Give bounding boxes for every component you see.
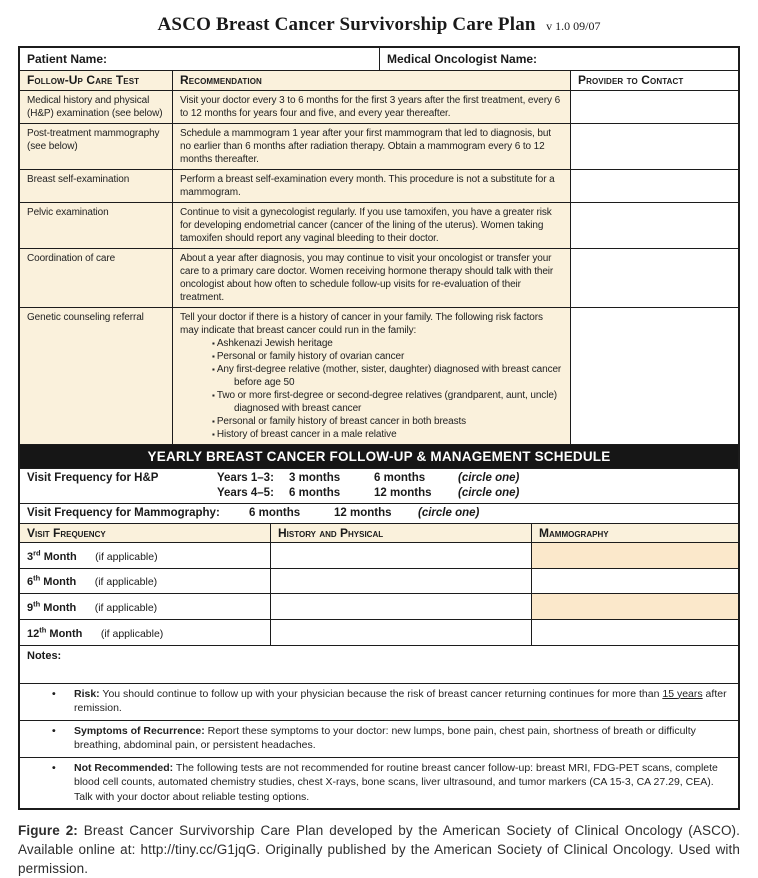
provider-entry-cell [570, 170, 738, 202]
header-visit-frequency: Visit Frequency [20, 524, 270, 542]
genetic-intro-text: Tell your doctor if there is a history of cancer in your family. The following risk factors may indicate that breast cancer could run in the family: [180, 312, 543, 336]
hp-entry-cell [270, 594, 531, 619]
schedule-row-6th-month [20, 569, 738, 595]
mammography-entry-cell [531, 569, 738, 594]
header-follow-up-care-test: Follow-Up Care Test [20, 71, 172, 90]
vf-option: 3 months [289, 472, 341, 484]
care-plan-table [18, 46, 740, 810]
care-test-label: Coordination of care [20, 249, 172, 307]
provider-entry-cell [570, 308, 738, 444]
vf-option: 6 months [249, 507, 301, 519]
vf-mammo-line [27, 506, 731, 521]
notes-label: Notes: [27, 649, 62, 662]
month-label-cell [20, 543, 270, 568]
care-recommendation: Continue to visit a gynecologist regularly. If you use tamoxifen, you have a greater risk for developing endometrial cancer (cancer of the lining of the uterus). Women taking tamoxifen should report any vaginal bleeding to their doctor. [172, 203, 570, 248]
provider-entry-cell [570, 249, 738, 307]
vf-option: 6 months [289, 487, 341, 499]
provider-entry-cell [570, 124, 738, 169]
table-row [20, 170, 738, 203]
document-version: v 1.0 09/07 [546, 19, 601, 33]
visit-frequency-mammo-row [20, 504, 738, 524]
vf-option: 12 months [374, 487, 432, 499]
risk-factor-item: ▪ Personal or family history of ovarian cancer [180, 350, 563, 363]
notes-row [20, 646, 738, 684]
month-label: 12th Month [27, 624, 83, 640]
if-applicable-note: (if applicable) [94, 601, 158, 614]
care-test-label: Post-treatment mammography (see below) [20, 124, 172, 169]
provider-entry-cell [570, 91, 738, 123]
care-recommendation: Perform a breast self-examination every month. This procedure is not a substitute for a mammogram. [172, 170, 570, 202]
table-row [20, 203, 738, 249]
circle-one-note: (circle one) [418, 507, 480, 519]
footnote-risk-row [20, 684, 738, 721]
hp-entry-cell [270, 620, 531, 645]
patient-info-row [20, 48, 738, 71]
care-test-label: Breast self-examination [20, 170, 172, 202]
footnote-bold-label: Symptoms of Recurrence: [74, 724, 205, 737]
risk-factor-item: ▪ Ashkenazi Jewish heritage [180, 337, 563, 350]
month-label-cell [20, 569, 270, 594]
if-applicable-note: (if applicable) [100, 627, 164, 640]
footnote-symptoms-row [20, 721, 738, 758]
figure-caption: Figure 2: Breast Cancer Survivorship Care Plan developed by the American Society of Clinical Oncology (ASCO). Available online at: http://tiny.cc/G1jqG. Originally published by the American Society of Clinical Oncology. Used with permission. [18, 823, 740, 877]
footnote-bold-label: Risk: [74, 687, 100, 700]
care-recommendation: About a year after diagnosis, you may continue to visit your oncologist or transfer your care to a primary care doctor. Women receiving hormone therapy should talk with their oncologist about how often to schedule follow-up visits for re-evaluation of their treatment. [172, 249, 570, 307]
table-row [20, 308, 738, 445]
footnote-not-recommended-row [20, 758, 738, 809]
vf-option: 6 months [374, 472, 426, 484]
table-row [20, 249, 738, 308]
figure-caption-label: Figure 2: [18, 823, 78, 839]
document-title-block [18, 10, 740, 46]
header-mammography: Mammography [531, 524, 738, 542]
header-provider-to-contact: Provider to Contact [570, 71, 738, 90]
footnote-symptoms: • Symptoms of Recurrence: Report these symptoms to your doctor: new lumps, bone pain, chest pain, shortness of breath or difficulty breathing, abdominal pain, or persistent headaches. [30, 724, 728, 753]
mammography-entry-cell [531, 594, 738, 619]
month-label-cell [20, 620, 270, 645]
vf-hp-label: Visit Frequency for H&P [27, 472, 159, 484]
footnote-bold-label: Not Recommended: [74, 761, 174, 774]
care-recommendation [172, 308, 570, 444]
care-table-header [20, 71, 738, 91]
care-test-label: Medical history and physical (H&P) examination (see below) [20, 91, 172, 123]
vf-option: 12 months [334, 507, 392, 519]
risk-factor-item: ▪ Any first-degree relative (mother, sister, daughter) diagnosed with breast cancer before age 50 [180, 363, 563, 389]
table-row [20, 91, 738, 124]
schedule-table-header [20, 524, 738, 543]
schedule-row-12th-month [20, 620, 738, 646]
circle-one-note: (circle one) [458, 487, 520, 499]
footnote-not-recommended: • Not Recommended: The following tests are not recommended for routine breast cancer follow-up: breast MRI, FDG-PET scans, complete blood cell counts, automated chemistry studies, chest X-rays, bone scans, liver ultrasound, and tumor markers (CA 15-3, CA 27.29, CEA). Talk with your doctor about reliable testing options. [30, 761, 728, 805]
vf-years-range: Years 4–5: [217, 487, 274, 499]
schedule-row-3rd-month [20, 543, 738, 569]
oncologist-name-field: Medical Oncologist Name: [379, 48, 738, 70]
header-recommendation: Recommendation [172, 71, 570, 90]
header-history-and-physical: History and Physical [270, 524, 531, 542]
care-test-label: Genetic counseling referral [20, 308, 172, 444]
visit-frequency-hp [20, 469, 738, 503]
vf-hp-line-2 [27, 486, 731, 501]
month-label-cell [20, 594, 270, 619]
visit-frequency-hp-row [20, 469, 738, 504]
circle-one-note: (circle one) [458, 472, 520, 484]
underlined-text: 15 years [662, 687, 703, 700]
hp-entry-cell [270, 569, 531, 594]
risk-factor-list [180, 337, 563, 441]
schedule-row-9th-month [20, 594, 738, 620]
vf-hp-line-1 [27, 471, 731, 486]
vf-years-range: Years 1–3: [217, 472, 274, 484]
risk-factor-item: ▪ Personal or family history of breast cancer in both breasts [180, 415, 563, 428]
mammography-entry-cell [531, 620, 738, 645]
month-label: 3rd Month [27, 548, 77, 563]
schedule-banner: YEARLY BREAST CANCER FOLLOW-UP & MANAGEMENT SCHEDULE [20, 445, 738, 469]
visit-frequency-mammo [20, 504, 738, 523]
hp-entry-cell [270, 543, 531, 568]
footnote-risk: • Risk: You should continue to follow up with your physician because the risk of breast cancer returning continues for more than 15 years after remission. [30, 687, 728, 716]
vf-mammo-label: Visit Frequency for Mammography: [27, 507, 220, 519]
patient-name-field: Patient Name: [27, 52, 108, 66]
mammography-entry-cell [531, 543, 738, 568]
vf-hp-label-spacer [27, 486, 217, 501]
care-test-label: Pelvic examination [20, 203, 172, 248]
care-recommendation: Schedule a mammogram 1 year after your first mammogram that led to diagnosis, but no earlier than 6 months after radiation therapy. Obtain a mammogram every 6 to 12 months thereafter. [172, 124, 570, 169]
if-applicable-note: (if applicable) [95, 550, 158, 563]
document-title: ASCO Breast Cancer Survivorship Care Plan [157, 14, 536, 35]
month-label: 9th Month [27, 599, 77, 614]
month-label: 6th Month [27, 573, 77, 589]
table-row [20, 124, 738, 170]
provider-entry-cell [570, 203, 738, 248]
risk-factor-item: ▪ Two or more first-degree or second-degree relatives (grandparent, aunt, uncle) diagnosed with breast cancer [180, 389, 563, 415]
care-recommendation: Visit your doctor every 3 to 6 months for the first 3 years after the first treatment, every 6 to 12 months for years four and five, and every year thereafter. [172, 91, 570, 123]
risk-factor-item: ▪ History of breast cancer in a male relative [180, 428, 563, 441]
if-applicable-note: (if applicable) [94, 576, 158, 589]
